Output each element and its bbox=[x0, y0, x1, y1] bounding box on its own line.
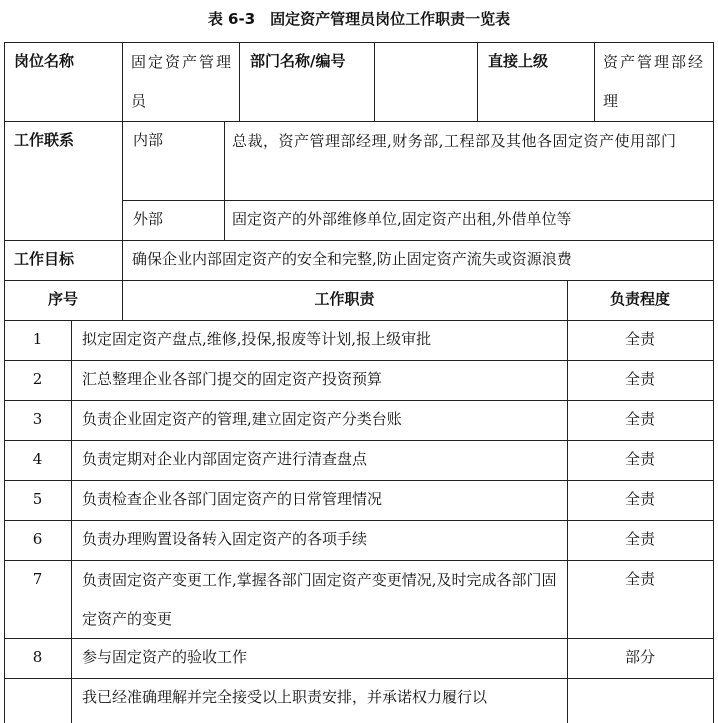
position-name-label: 岗位名称 bbox=[14, 52, 75, 70]
row-duty: 负责办理购置设备转入固定资产的各项手续 bbox=[82, 530, 368, 548]
superior-value: 资产管理部经理 bbox=[603, 53, 706, 110]
row-duty: 参与固定资产的验收工作 bbox=[82, 648, 248, 666]
work-goal-label: 工作目标 bbox=[14, 250, 75, 268]
position-name-value: 固定资产管理员 bbox=[131, 53, 234, 110]
row-level: 全责 bbox=[624, 370, 655, 388]
row-duty: 负责定期对企业内部固定资产进行清查盘点 bbox=[82, 450, 368, 468]
row-level: 全责 bbox=[624, 570, 655, 588]
row-duty: 负责固定资产变更工作,掌握各部门固定资产变更情况,及时完成各部门固定资产的变更 bbox=[82, 571, 557, 628]
superior-label: 直接上级 bbox=[488, 52, 549, 70]
internal-label: 内部 bbox=[133, 131, 164, 149]
table-title: 表 6-3 固定资产管理员岗位工作职责一览表 bbox=[207, 10, 511, 28]
row-level: 全责 bbox=[624, 490, 655, 508]
row-number: 7 bbox=[32, 570, 43, 588]
col-header-level: 负责程度 bbox=[609, 290, 670, 308]
row-duty: 拟定固定资产盘点,维修,投保,报废等计划,报上级审批 bbox=[82, 330, 432, 348]
row-level: 全责 bbox=[624, 410, 655, 428]
row-level: 部分 bbox=[624, 648, 655, 666]
row-number: 3 bbox=[32, 410, 43, 428]
col-header-duty: 工作职责 bbox=[314, 290, 375, 308]
work-contacts-label: 工作联系 bbox=[14, 131, 75, 149]
external-label: 外部 bbox=[133, 210, 164, 228]
external-value: 固定资产的外部维修单位,固定资产出租,外借单位等 bbox=[232, 210, 572, 228]
row-number: 8 bbox=[32, 648, 43, 666]
row-number: 1 bbox=[32, 330, 43, 348]
row-number: 2 bbox=[32, 370, 43, 388]
row-duty: 汇总整理企业各部门提交的固定资产投资预算 bbox=[82, 370, 383, 388]
row-level: 全责 bbox=[624, 530, 655, 548]
department-label: 部门名称/编号 bbox=[250, 52, 346, 70]
row-duty: 负责检查企业各部门固定资产的日常管理情况 bbox=[82, 490, 383, 508]
col-header-no: 序号 bbox=[47, 290, 78, 308]
row-number: 4 bbox=[32, 450, 43, 468]
row-level: 全责 bbox=[624, 330, 655, 348]
row-level: 全责 bbox=[624, 450, 655, 468]
row-number: 5 bbox=[32, 490, 43, 508]
row-duty: 负责企业固定资产的管理,建立固定资产分类台账 bbox=[82, 410, 402, 428]
work-goal-value: 确保企业内部固定资产的安全和完整,防止固定资产流失或资源浪费 bbox=[132, 250, 572, 268]
internal-value: 总裁，资产管理部经理,财务部,工程部及其他各固定资产使用部门 bbox=[232, 132, 677, 150]
acceptance-statement: 我已经准确理解并完全接受以上职责安排，并承诺权力履行以 bbox=[82, 688, 488, 706]
row-number: 6 bbox=[32, 530, 43, 548]
